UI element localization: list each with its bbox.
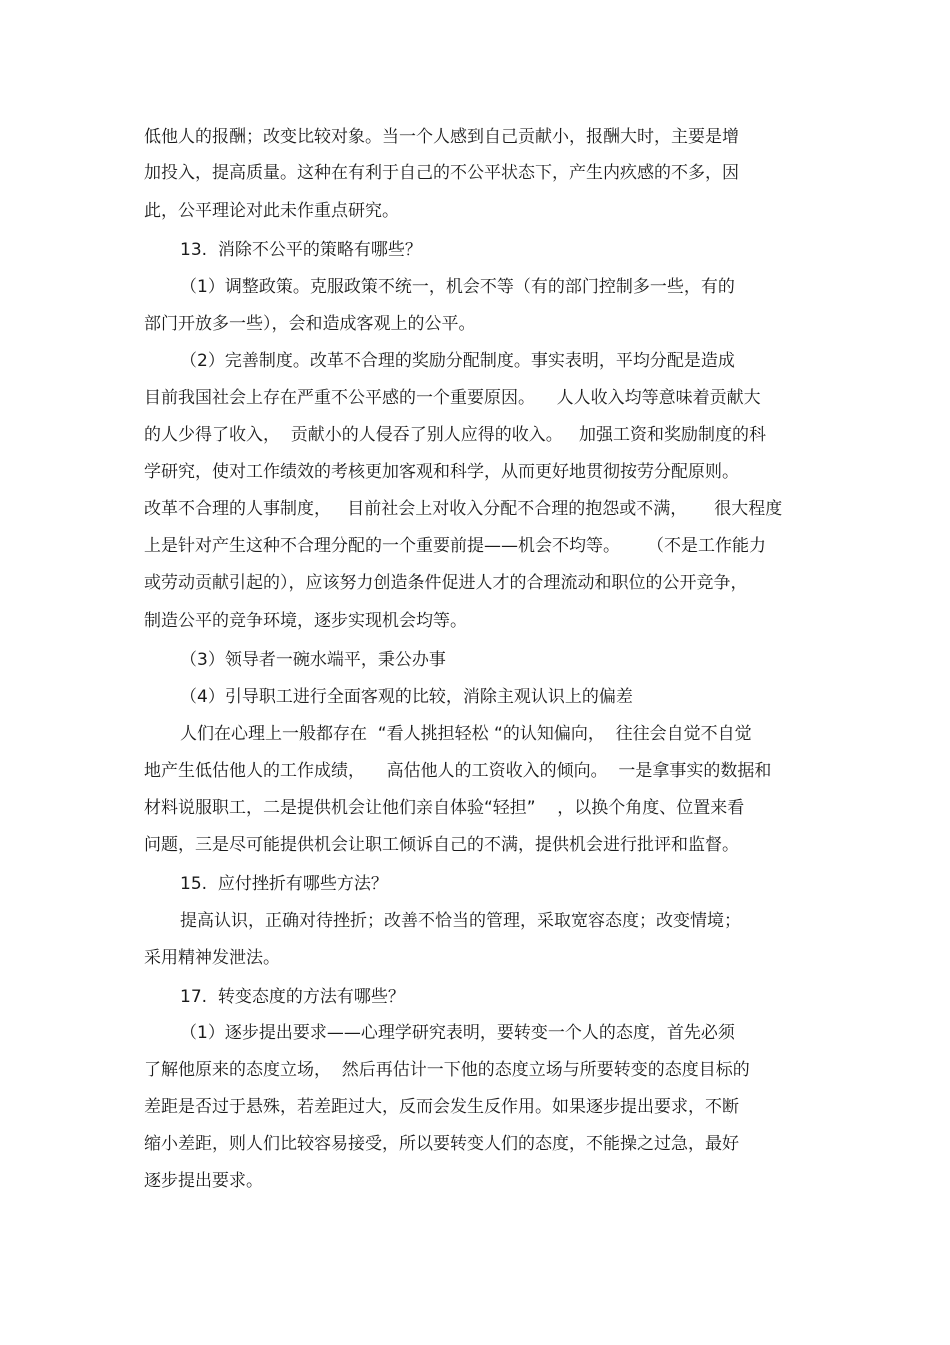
text-line: 材料说服职工，二是提供机会让他们亲自体验“轻担” ，以换个角度、位置来看 (144, 798, 745, 818)
text-line: 缩小差距，则人们比较容易接受，所以要转变人们的态度，不能操之过急，最好 (144, 1134, 739, 1154)
text-line: 目前我国社会上存在严重不公平感的一个重要原因。 人人收入均等意味着贡献大 (144, 388, 761, 408)
question-heading: 13. 消除不公平的策略有哪些？ (180, 240, 422, 260)
text-line: 差距是否过于悬殊，若差距过大，反而会发生反作用。如果逐步提出要求，不断 (144, 1097, 739, 1117)
text-line: 问题，三是尽可能提供机会让职工倾诉自己的不满，提供机会进行批评和监督。 (144, 835, 739, 855)
text-line: 加投入，提高质量。这种在有利于自己的不公平状态下，产生内疚感的不多，因 (144, 163, 739, 183)
text-line: 的人少得了收入， 贡献小的人侵吞了别人应得的收入。 加强工资和奖励制度的科 (144, 425, 767, 445)
text-line: 地产生低估他人的工作成绩， 高估他人的工资收入的倾向。 一是拿事实的数据和 (144, 761, 772, 781)
text-line: 上是针对产生这种不合理分配的一个重要前提——机会不均等。 （不是工作能力 (144, 536, 767, 556)
text-line: 采用精神发泄法。 (144, 948, 280, 968)
text-line: 或劳动贡献引起的），应该努力创造条件促进人才的合理流动和职位的公开竞争， (144, 573, 748, 593)
question-heading: 17. 转变态度的方法有哪些？ (180, 987, 405, 1007)
text-line: （3）领导者一碗水端平，秉公办事 (180, 650, 446, 670)
question-heading: 15. 应付挫折有哪些方法？ (180, 874, 388, 894)
text-line: 改革不合理的人事制度， 目前社会上对收入分配不合理的抱怨或不满， 很大程度 (144, 499, 783, 519)
text-line: 部门开放多一些），会和造成客观上的公平。 (144, 314, 476, 334)
text-line: （1）调整政策。克服政策不统一，机会不等（有的部门控制多一些，有的 (180, 277, 735, 297)
text-line: 逐步提出要求。 (144, 1171, 263, 1191)
text-line: （2）完善制度。改革不合理的奖励分配制度。事实表明，平均分配是造成 (180, 351, 735, 371)
text-line: 制造公平的竞争环境，逐步实现机会均等。 (144, 611, 467, 631)
text-line: （4）引导职工进行全面客观的比较，消除主观认识上的偏差 (180, 687, 633, 707)
text-line: 了解他原来的态度立场， 然后再估计一下他的态度立场与所要转变的态度目标的 (144, 1060, 750, 1080)
text-line: 提高认识，正确对待挫折；改善不恰当的管理，采取宽容态度；改变情境； (180, 911, 741, 931)
text-line: 学研究，使对工作绩效的考核更加客观和科学，从而更好地贯彻按劳分配原则。 (144, 462, 739, 482)
text-line: 人们在心理上一般都存在 “看人挑担轻松 “的认知偏向， 往往会自觉不自觉 (180, 724, 752, 744)
text-line: 低他人的报酬；改变比较对象。当一个人感到自己贡献小，报酬大时，主要是增 (144, 127, 739, 147)
text-line: 此，公平理论对此未作重点研究。 (144, 201, 399, 221)
text-line: （1）逐步提出要求——心理学研究表明，要转变一个人的态度，首先必须 (180, 1023, 735, 1043)
